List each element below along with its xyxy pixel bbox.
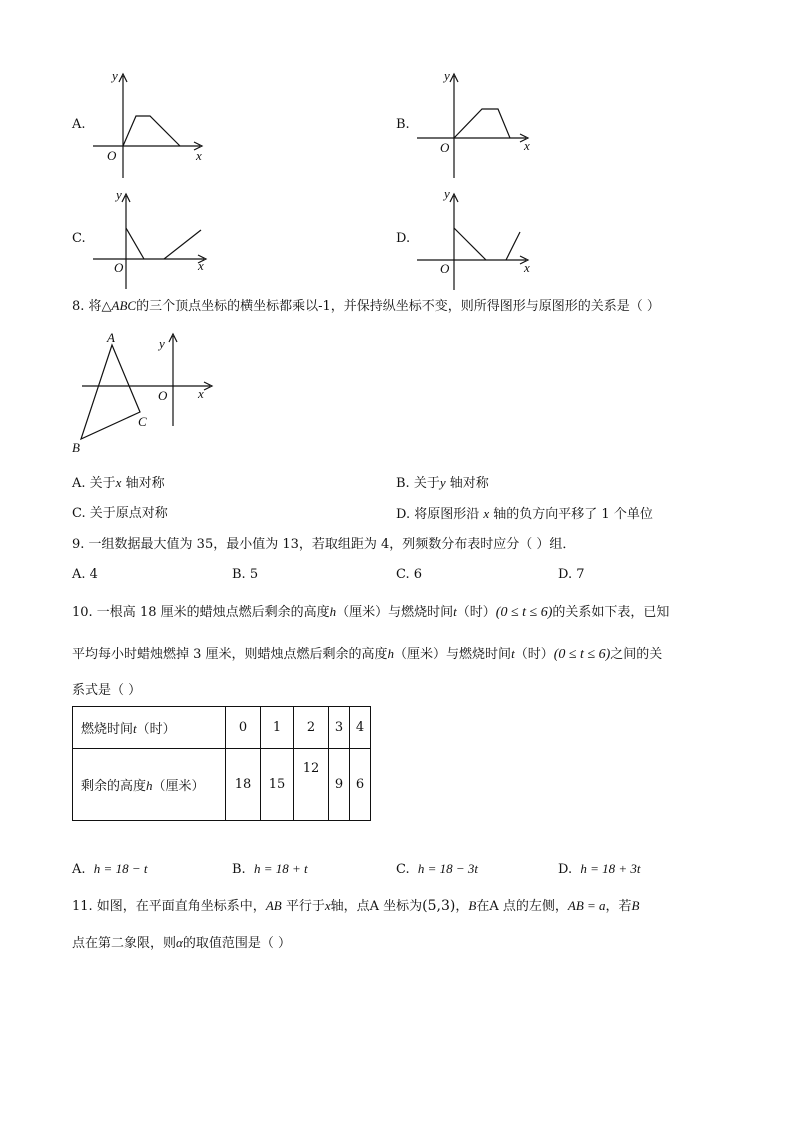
q7-c-curve-right (164, 230, 201, 259)
q10-time-var: t (133, 721, 137, 736)
q10-option-d-formula: h = 18 + 3t (580, 861, 641, 876)
q8-y-label: y (159, 336, 165, 351)
q8-point-a: A (107, 330, 115, 345)
q10-option-b-formula: h = 18 + t (253, 861, 308, 876)
q10-option-b (232, 860, 308, 879)
q8-option-a (72, 474, 165, 493)
q11-pt-b: B (468, 898, 477, 913)
q8-option-d-post: 轴的负方向平移了 1 个单位 (493, 507, 653, 522)
q7-a-origin: O (107, 148, 117, 163)
q10-height-4: 6 (350, 749, 371, 821)
q11-line1-d: ， (455, 899, 469, 914)
q9-stem: 9. 一组数据最大值为 35，最小值为 13，若取组距为 4，列频数分布表时应分（ ）组． (72, 537, 576, 552)
q7-d-curve-left (454, 228, 486, 260)
q8-option-b-post: 轴对称 (449, 476, 489, 491)
q10-table-time-header (73, 707, 226, 749)
q10-option-a (72, 860, 147, 879)
q10-line1-range: (0 ≤ t ≤ 6) (495, 605, 553, 620)
q10-time-2: 2 (294, 707, 329, 749)
q10-option-a-formula: h = 18 − t (93, 861, 148, 876)
table-row (73, 749, 371, 821)
q8-point-b: B (72, 440, 80, 455)
q10-line-2 (72, 645, 662, 664)
q8-option-a-post: 轴对称 (125, 476, 165, 491)
q9-option-b: B. 5 (232, 567, 259, 582)
q10-height-var: h (146, 778, 153, 793)
q11-line1-a: 11. 如图，在平面直角坐标系中， (72, 899, 266, 914)
q7-b-curve (454, 109, 510, 138)
q8-stem-prefix: 8. 将 (72, 299, 102, 314)
q7-c-x-label: x (198, 258, 204, 273)
q7-c-y-label: y (116, 187, 122, 202)
q10-time-4: 4 (350, 707, 371, 749)
q9-option-d: D. 7 (558, 567, 585, 582)
q11-coord: (5,3) (422, 898, 456, 914)
q11-line2-a: 点在第二象限，则 (72, 936, 177, 951)
q10-line-1 (72, 603, 669, 622)
q10-line1-a: 10. 一根高 18 厘米的蜡烛点燃后剩余的高度 (72, 605, 330, 620)
q10-time-label-b: （时） (136, 722, 176, 737)
q7-a-x-label: x (196, 148, 202, 163)
table-row (73, 707, 371, 749)
q8-figure (70, 328, 230, 458)
q11-line2-b: 的取值范围是（ ） (182, 936, 291, 951)
q8-point-c: C (138, 414, 147, 429)
q10-option-c-formula: h = 18 − 3t (417, 861, 479, 876)
q10-time-1: 1 (261, 707, 294, 749)
q10-time-0: 0 (226, 707, 261, 749)
q7-a-y-label: y (112, 68, 118, 83)
q7-b-y-label: y (444, 68, 450, 83)
q11-alpha: α (176, 935, 183, 950)
q10-line1-d: 的关系如下表，已知 (552, 605, 670, 620)
q11-line1-c: 轴，点A 坐标为 (330, 899, 423, 914)
q10-data-table (72, 706, 371, 821)
q8-stem (72, 297, 660, 316)
q7-option-a-label: A. (72, 117, 86, 132)
q11-line1-f: ，若 (605, 899, 632, 914)
q10-height-0: 18 (226, 749, 261, 821)
q10-line2-c: （时） (514, 647, 554, 662)
q11-pt-b-2: B (631, 898, 640, 913)
q8-option-d-pre: D. 将原图形沿 (396, 507, 480, 522)
q8-stem-suffix: 的三个顶点坐标的横坐标都乘以-1，并保持纵坐标不变，则所得图形与原图形的关系是（ ） (136, 299, 660, 314)
q10-line2-b: （厘米）与燃烧时间 (394, 647, 512, 662)
q7-d-y-label: y (444, 186, 450, 201)
q7-graph-d (414, 184, 544, 294)
q10-option-c-letter: C. (396, 862, 410, 877)
q8-option-b-pre: B. 关于 (396, 476, 440, 491)
q7-c-curve-left (126, 228, 144, 259)
q8-option-b-var: y (439, 475, 446, 490)
q10-line1-t: t (453, 604, 457, 619)
q10-option-d (558, 860, 641, 879)
q11-line1-e: 在A 点的左侧， (476, 899, 568, 914)
q10-line2-range: (0 ≤ t ≤ 6) (553, 647, 611, 662)
q10-height-2: 12 (294, 749, 329, 821)
q11-line1-b: 平行于 (285, 899, 325, 914)
q8-triangle-name: ABC (111, 298, 137, 313)
q7-graph-b (414, 64, 544, 184)
q10-option-b-letter: B. (232, 862, 246, 877)
q7-c-origin: O (114, 260, 124, 275)
q7-option-b-label: B. (396, 117, 410, 132)
q10-option-d-letter: D. (558, 862, 573, 877)
q11-line-1 (72, 897, 640, 916)
q8-option-c: C. 关于原点对称 (72, 506, 168, 521)
q11-eq: AB = a (567, 898, 606, 913)
q11-var-x: x (324, 898, 331, 913)
q9-option-a: A. 4 (72, 567, 98, 582)
q9-option-c: C. 6 (396, 567, 423, 582)
q10-option-a-letter: A. (72, 862, 86, 877)
q10-height-3: 9 (329, 749, 350, 821)
q8-triangle-symbol: △ (101, 299, 112, 314)
q8-option-a-var: x (115, 475, 122, 490)
q7-d-origin: O (440, 261, 450, 276)
q10-height-1: 15 (261, 749, 294, 821)
q7-b-origin: O (440, 140, 450, 155)
q10-option-c (396, 860, 478, 879)
q8-triangle (81, 345, 140, 439)
q10-height-label-a: 剩余的高度 (81, 779, 147, 794)
q10-line1-b: （厘米）与燃烧时间 (336, 605, 454, 620)
q7-d-curve-right (506, 232, 520, 260)
q8-option-d-var: x (483, 506, 490, 521)
q8-option-b (396, 474, 489, 493)
q7-graph-c (88, 184, 218, 294)
q10-line2-h: h (387, 646, 395, 661)
q10-line1-h: h (329, 604, 337, 619)
q11-seg: AB (265, 898, 282, 913)
q7-b-x-label: x (524, 138, 530, 153)
q8-option-d (396, 505, 653, 524)
q10-line1-c: （时） (456, 605, 496, 620)
q10-line2-a: 平均每小时蜡烛燃掉 3 厘米，则蜡烛点燃后剩余的高度 (72, 647, 388, 662)
q7-option-d-label: D. (396, 231, 411, 246)
q7-a-curve (123, 116, 180, 146)
q10-time-label-a: 燃烧时间 (81, 722, 134, 737)
q7-graph-a (88, 64, 218, 184)
q11-line-2 (72, 934, 291, 953)
q10-table-height-header (73, 749, 226, 821)
q7-d-x-label: x (524, 260, 530, 275)
q8-x-label: x (198, 386, 204, 401)
q10-line2-t: t (511, 646, 515, 661)
q8-option-a-pre: A. 关于 (72, 476, 116, 491)
q10-line2-d: 之间的关 (610, 647, 663, 662)
q10-time-3: 3 (329, 707, 350, 749)
q8-origin: O (158, 388, 168, 403)
q10-height-label-b: （厘米） (152, 779, 205, 794)
q10-line-3: 系式是（ ） (72, 683, 142, 698)
q7-option-c-label: C. (72, 231, 86, 246)
